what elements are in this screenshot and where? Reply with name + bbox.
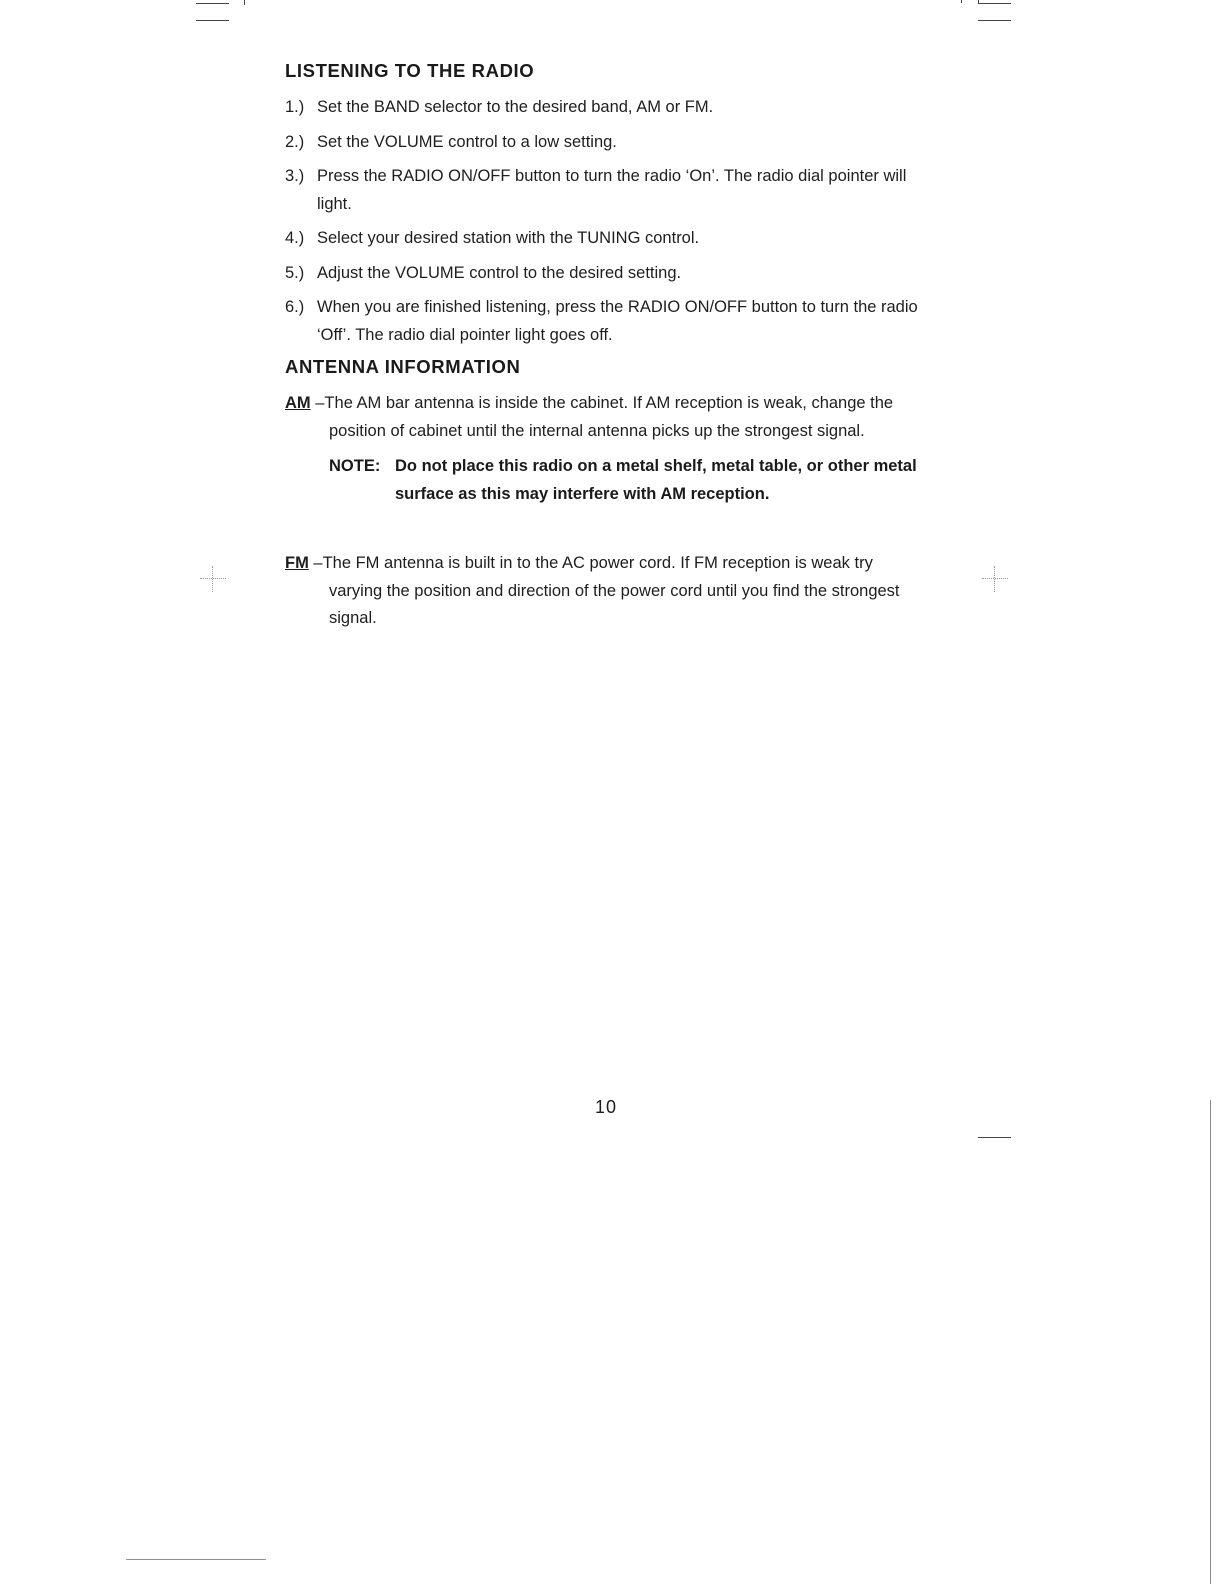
- crop-mark-top-left-line: [196, 20, 229, 21]
- note-text: Do not place this radio on a metal shelf, metal table, or other metal surface as this may interfere with AM reception.: [395, 457, 917, 503]
- am-description: –The AM bar antenna is inside the cabinet. If AM reception is weak, change the position of cabinet until the internal antenna picks up the strongest signal.: [310, 394, 894, 440]
- step-number: 6.): [285, 298, 305, 316]
- list-item: [285, 225, 930, 253]
- am-label: AM: [285, 394, 311, 412]
- manual-page-content: [285, 60, 930, 633]
- antenna-heading: ANTENNA INFORMATION: [285, 356, 521, 377]
- list-item: [285, 163, 930, 218]
- listening-heading: LISTENING TO THE RADIO: [285, 60, 535, 81]
- step-text: Set the BAND selector to the desired band, AM or FM.: [317, 98, 714, 116]
- fm-label: FM: [285, 554, 309, 572]
- note-label: NOTE:: [329, 457, 381, 475]
- step-number: 2.): [285, 132, 305, 151]
- crop-mark-top-right-line: [978, 20, 1011, 21]
- registration-mark-right: [982, 566, 1008, 592]
- listening-steps-list: [285, 94, 930, 349]
- step-number: 4.): [285, 229, 305, 247]
- step-text: Adjust the VOLUME control to the desired setting.: [317, 263, 682, 282]
- list-item: [285, 129, 930, 157]
- fm-antenna-paragraph: [285, 550, 930, 633]
- crop-mark-bottom-right-line: [978, 1137, 1011, 1138]
- fm-description: –The FM antenna is built in to the AC power cord. If FM reception is weak try varying the position and direction of the power cord until you find the strongest signal.: [308, 554, 900, 627]
- page-number: 10: [594, 1097, 618, 1117]
- step-text: Press the RADIO ON/OFF button to turn the radio ‘On’. The radio dial pointer will light.: [317, 167, 907, 213]
- crop-mark-top-right-vert: [978, 0, 979, 4]
- bottom-left-edge-line: [126, 1559, 266, 1560]
- crop-mark-top-left-tick: [244, 0, 245, 5]
- list-item: [285, 260, 930, 288]
- list-item: [285, 94, 930, 122]
- step-text: Set the VOLUME control to a low setting.: [317, 132, 617, 151]
- step-number: 1.): [285, 98, 305, 116]
- am-note: [329, 453, 930, 508]
- page-edge-right: [1210, 1100, 1211, 1584]
- crop-mark-top-right-tick: [961, 0, 962, 3]
- list-item: [285, 294, 930, 349]
- step-text: Select your desired station with the TUNING control.: [317, 229, 700, 247]
- step-number: 3.): [285, 167, 305, 185]
- crop-mark-top-left-bar: [196, 3, 229, 4]
- step-number: 5.): [285, 263, 305, 282]
- am-antenna-paragraph: [285, 390, 930, 445]
- crop-mark-top-right-bar: [978, 3, 1011, 4]
- step-text: When you are finished listening, press the RADIO ON/OFF button to turn the radio ‘Off’. The radio dial pointer light goes off.: [317, 298, 918, 344]
- registration-mark-left: [200, 566, 226, 592]
